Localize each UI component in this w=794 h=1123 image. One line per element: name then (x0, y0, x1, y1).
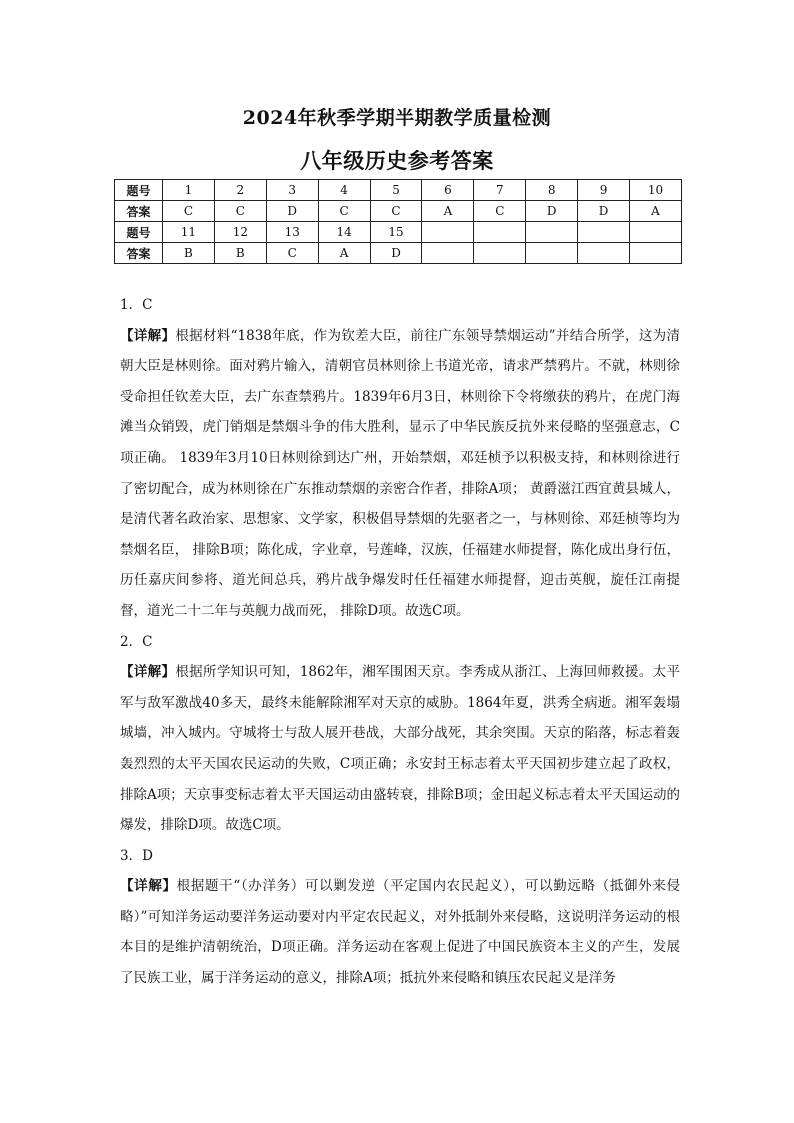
row-label-answer: 答案 (115, 201, 163, 222)
answer-cell (422, 243, 474, 264)
question-number-cell (474, 222, 526, 243)
question-number-cell (422, 222, 474, 243)
answer-cell (526, 243, 578, 264)
answer-row (115, 201, 682, 222)
page-subtitle: 八年级历史参考答案 (300, 148, 494, 173)
answer-cell: D (370, 243, 422, 264)
question-number-cell: 7 (474, 180, 526, 201)
question-number-cell: 9 (578, 180, 630, 201)
explanation-text: 根据所学知识可知，1862年，湘军围困天京。李秀成从浙江、上海回师救援。太平军与敌军激战40多天，最终未能解除湘军对天京的威胁。1864年夏，洪秀全病逝。湘军轰塌城墙，冲入城内。守城将士与敌人展开巷战，大部分战死，其余突围。天京的陷落，标志着轰轰烈烈的太平天国农民运动的失败，C项正确；永安封王标志着太平天国初步建立起了政权，排除A项；天京事变标志着太平天国运动由盛转衰，排除B项；金田起义标志着太平天国运动的爆发，排除D项。故选C项。 (120, 664, 681, 834)
question-number-cell: 13 (266, 222, 318, 243)
explanations (120, 290, 680, 994)
question-number-cell (630, 222, 682, 243)
answer-cell: B (163, 243, 215, 264)
question-number-cell: 11 (163, 222, 215, 243)
answer-cell: C (163, 201, 215, 222)
explanation-paragraph (120, 871, 680, 993)
answer-cell: C (214, 201, 266, 222)
row-label-question: 题号 (115, 222, 163, 243)
question-number-cell: 14 (318, 222, 370, 243)
answer-cell: D (526, 201, 578, 222)
answer-cell: C (318, 201, 370, 222)
question-number-cell (526, 222, 578, 243)
answer-cell (630, 243, 682, 264)
question-number-cell: 2 (214, 180, 266, 201)
question-number-row (115, 180, 682, 201)
detail-tag: 【详解】 (120, 664, 176, 681)
question-heading: 1．C (120, 297, 153, 313)
row-label-question: 题号 (115, 180, 163, 201)
answer-cell: A (630, 201, 682, 222)
row-label-answer: 答案 (115, 243, 163, 264)
answer-table (114, 179, 682, 264)
question-number-cell: 12 (214, 222, 266, 243)
answer-cell: B (214, 243, 266, 264)
question-number-cell: 8 (526, 180, 578, 201)
question-number-cell: 5 (370, 180, 422, 201)
question-number-cell: 1 (163, 180, 215, 201)
question-number-cell: 3 (266, 180, 318, 201)
question-number-cell: 10 (630, 180, 682, 201)
question-number-cell: 4 (318, 180, 370, 201)
answer-cell: D (578, 201, 630, 222)
question-heading: 2．C (120, 633, 153, 650)
question-heading: 3．D (120, 847, 153, 864)
detail-tag: 【详解】 (120, 878, 177, 895)
answer-cell: A (422, 201, 474, 222)
answer-row (115, 243, 682, 264)
question-number-cell: 6 (422, 180, 474, 201)
question-number-row (115, 222, 682, 243)
question-number-cell (578, 222, 630, 243)
page-title: 2024年秋季学期半期教学质量检测 (242, 107, 552, 129)
answer-cell: C (370, 201, 422, 222)
answer-cell: D (266, 201, 318, 222)
explanation-text: 根据题干“（办洋务）可以剿发逆（平定国内农民起义），可以勤远略（抵御外来侵略）”可知洋务运动要洋务运动要对内平定农民起义，对外抵制外来侵略，这说明洋务运动的根本目的是维护清朝统治，D项正确。洋务运动在客观上促进了中国民族资本主义的产生，发展了民族工业，属于洋务运动的意义，排除A项；抵抗外来侵略和镇压农民起义是洋务 (120, 878, 681, 987)
answer-cell: C (474, 201, 526, 222)
answer-cell (578, 243, 630, 264)
explanation-text: 根据材料“1838年底，作为钦差大臣，前往广东领导禁烟运动”并结合所学，这为清朝大臣是林则徐。面对鸦片输入，清朝官员林则徐上书道光帝，请求严禁鸦片。不就，林则徐受命担任钦差大臣，去广东查禁鸦片。1839年6月3日，林则徐下令将缴获的鸦片，在虎门海滩当众销毁，虎门销烟是禁烟斗争的伟大胜利，显示了中华民族反抗外来侵略的坚强意志，C项正确。 1839年3月10日林则徐到达广州，开始禁烟，邓廷桢予以积极支持，和林则徐进行了密切配合，成为林则徐在广东推动禁烟的亲密合作者，排除A项； 黄爵滋江西宜黄县城人，是清代著名政治家、思想家、文学家，积极倡导禁烟的先驱者之一，与林则徐、邓廷桢等均为禁烟名臣， 排除B项；陈化成，字业章，号莲峰，汉族，任福建水师提督，陈化成出身行伍，历任嘉庆间参将、道光间总兵，鸦片战争爆发时任任福建水师提督，迎击英舰，旋任江南提督，道光二十二年与英舰力战而死， 排除D项。故选C项。 (120, 327, 681, 619)
explanation-paragraph (120, 657, 680, 841)
answer-cell (474, 243, 526, 264)
detail-tag: 【详解】 (120, 327, 176, 344)
explanation-paragraph (120, 321, 680, 627)
question-number-cell: 15 (370, 222, 422, 243)
answer-cell: C (266, 243, 318, 264)
answer-cell: A (318, 243, 370, 264)
